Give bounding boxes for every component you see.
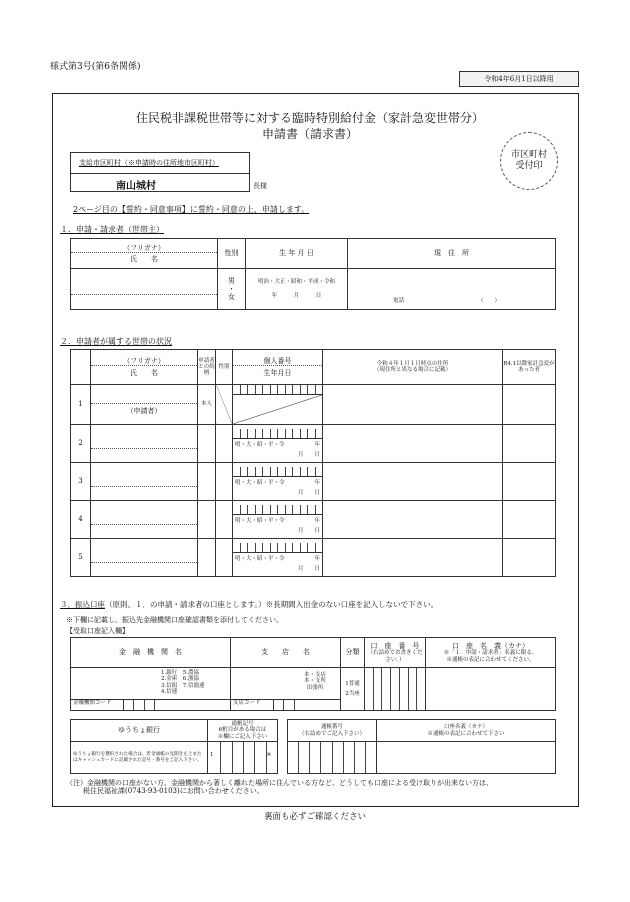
bottom-note: 裏面も必ずご確認ください	[263, 812, 366, 822]
household-table	[70, 349, 556, 577]
section3-heading: ３．振込口座	[60, 600, 105, 609]
prior-address-input[interactable]	[323, 463, 503, 501]
applicant-address-input[interactable]	[348, 269, 556, 310]
dob-header: 生 年 月 日	[246, 239, 348, 269]
row-number: 2	[71, 425, 91, 463]
form-subtitle: 申請書（請求書）	[261, 127, 358, 141]
branch-code-label: 支店コード	[233, 700, 261, 706]
section3-heading-line	[60, 601, 438, 610]
income-change-input[interactable]	[503, 501, 556, 539]
bank-name-input[interactable]	[71, 668, 231, 711]
account-holder-note2: ※通帳の表記に合わせてください。	[446, 656, 535, 663]
sex-header: 性別	[218, 239, 246, 269]
account-type-current[interactable]: 2当座	[345, 691, 360, 697]
symbol-prefix: 1	[208, 742, 221, 773]
sex-dot: ・	[228, 284, 235, 293]
municipality-suffix: 長様	[253, 182, 267, 190]
symbol-mark: ※	[266, 752, 272, 758]
bank-code-input[interactable]	[123, 700, 164, 710]
relation-header: 申請者との続柄	[198, 350, 216, 385]
footer-note-line1: （注）金融機関の口座がない方、金融機関から著しく離れた場所に住んでいる方など、どうしても口座による受け取りが出来ない方は、	[66, 779, 493, 787]
member-sex-input[interactable]	[216, 539, 233, 577]
prior-address-input[interactable]	[323, 539, 503, 577]
member-sex-input[interactable]	[216, 385, 233, 425]
income-change-input[interactable]	[503, 539, 556, 577]
income-change-input[interactable]	[503, 425, 556, 463]
passbook-symbol-header	[208, 720, 278, 742]
symbol-label1: 通帳記号	[231, 721, 254, 728]
effective-note: 令和4年6月1日以降用	[459, 71, 579, 87]
mynumber-label: 個人番号	[263, 356, 292, 365]
reception-stamp	[500, 132, 558, 190]
mynumber-input[interactable]	[233, 539, 323, 577]
account-holder-header	[426, 638, 556, 668]
bank-type-1: 1.銀行 5.農協	[161, 670, 199, 676]
passbook-number-sub: （右詰めでご記入下さい）	[298, 730, 365, 737]
member-name-input[interactable]	[91, 425, 198, 463]
bank-type-4: 4.信連	[161, 688, 178, 695]
branch-code-input[interactable]	[273, 700, 304, 710]
member-dob-md: 月 日	[297, 566, 320, 572]
mynumber-input[interactable]	[233, 463, 323, 501]
account-holder-input[interactable]	[426, 668, 556, 711]
income-change-input[interactable]	[503, 385, 556, 425]
dob-ymd: 年 月 日	[271, 293, 322, 299]
member-name-input[interactable]	[91, 463, 198, 501]
income-change-input[interactable]	[503, 463, 556, 501]
applicant-table	[70, 238, 556, 310]
footer-note	[66, 779, 571, 795]
yucho-header: ゆうちょ銀行	[71, 720, 208, 742]
member-name-input[interactable]	[91, 501, 198, 539]
branch-type-2: 本・支所	[303, 678, 326, 685]
yucho-holder-input[interactable]	[377, 742, 556, 774]
applicant-sex[interactable]	[218, 269, 246, 310]
branch-name-input[interactable]	[231, 668, 341, 711]
dob-eras: 明治・大正・昭和・平成・令和	[257, 278, 335, 285]
member-dob-md: 月 日	[297, 452, 320, 458]
prior-address-label2: （現住所と異なる場合に記載）	[373, 367, 451, 373]
member-sex-input[interactable]	[216, 501, 233, 539]
yucho-table	[70, 719, 556, 774]
member-name-input[interactable]	[91, 539, 198, 577]
prior-address-input[interactable]	[323, 501, 503, 539]
income-change-header: R4.1以降家計急変があった者	[503, 350, 556, 385]
account-number-header	[365, 638, 426, 668]
bank-code-label: 金融機関コード	[73, 700, 112, 706]
member-furigana-label: （フリガナ）	[123, 356, 165, 365]
row-number: 3	[71, 463, 91, 501]
stamp-line1: 市区町村	[510, 150, 547, 160]
account-number-sub: （右詰めでお書きください。）	[367, 650, 423, 663]
prior-address-header	[323, 350, 503, 385]
footer-note-line2: 税住民福祉課(0743-93-0103)にお問い合わせください。	[83, 787, 264, 796]
form-title: 住民税非課税世帯等に対する臨時特別給付金（家計急変世帯分）	[135, 111, 484, 125]
name-header-cell	[71, 239, 218, 269]
account-number-label: 口 座 番 号	[370, 642, 420, 651]
relation-input[interactable]	[198, 501, 216, 539]
furigana-label: （フリガナ）	[123, 243, 165, 252]
section3-heading-rest: （原則、１．の申請・請求者の口座とします。）※長期間入出金のない口座を記入しないで下さい。	[105, 600, 439, 609]
relation-input[interactable]	[198, 463, 216, 501]
row-number-header	[71, 350, 91, 385]
member-name-value: （申請者）	[91, 403, 197, 415]
relation-input[interactable]	[198, 539, 216, 577]
municipality-label: 支給市区町村（※申請時の住所地市区町村）	[79, 159, 219, 167]
relation-input[interactable]	[198, 425, 216, 463]
sex-female[interactable]: 女	[228, 293, 235, 302]
bank-type-2: 2.金庫 6.漁協	[161, 676, 199, 683]
household-row	[71, 425, 556, 463]
household-row	[71, 385, 556, 425]
household-row	[71, 539, 556, 577]
section3-note: ※下欄に記載し、振込先金融機関口座確認書類を添付してください。	[66, 616, 283, 624]
branch-type-3: 出張所	[306, 684, 324, 691]
bank-type-list	[161, 670, 205, 695]
row-number: 4	[71, 501, 91, 539]
yucho-holder-header	[377, 720, 556, 742]
bank-name-header: 金 融 機 関 名	[71, 638, 231, 668]
bank-type-3: 3.信組 7.信漁連	[161, 682, 205, 689]
name-label: 氏 名	[71, 252, 217, 263]
row-number: 1	[71, 385, 91, 425]
member-dob-year: 年	[314, 441, 320, 448]
phone-label: 電話	[393, 297, 405, 304]
household-row	[71, 501, 556, 539]
member-dob-label: 生年月日	[233, 365, 322, 377]
prior-address-label1: 令和４年１月１日時点の住所	[376, 360, 449, 367]
yucho-spacer	[278, 742, 288, 774]
branch-name-header: 支 店 名	[231, 638, 341, 668]
branch-type-1: 本・支店	[303, 672, 326, 678]
yucho-holder-label: 口座名義（カナ）	[443, 724, 488, 731]
form-number: 様式第3号(第6条関係)	[50, 62, 141, 72]
member-sex-input[interactable]	[216, 463, 233, 501]
symbol-label2: 6桁目がある場合は	[218, 727, 267, 734]
account-entry-label: 【受取口座記入欄】	[66, 627, 129, 635]
yucho-instructions: ゆうちょ銀行を選択された場合は、貯金通帳の見開き左上またはキャッシュカードに記載された記号・番号をご記入下さい。	[71, 742, 208, 774]
member-name-input[interactable]	[91, 385, 198, 425]
member-sex-header: 性別	[216, 350, 233, 385]
section2-heading: ２．申請者が属する世帯の状況	[60, 337, 172, 346]
municipality-box	[70, 152, 250, 192]
member-name-label: 氏 名	[91, 365, 197, 377]
mynumber-input[interactable]	[233, 501, 323, 539]
applicant-dob[interactable]	[246, 269, 348, 310]
account-type-header: 分類	[341, 638, 365, 668]
symbol-label3: ※欄にご記入下さい	[217, 733, 268, 740]
member-sex-input[interactable]	[216, 425, 233, 463]
relation-value[interactable]: 本人	[198, 385, 216, 425]
applicant-name-input[interactable]	[71, 269, 218, 310]
stamp-line2: 受付印	[515, 160, 543, 171]
mynumber-header	[233, 350, 323, 385]
phone-paren: （ ）	[478, 297, 501, 304]
member-dob-year: 年	[314, 479, 320, 486]
passbook-number-input[interactable]	[288, 742, 377, 774]
prior-address-input[interactable]	[323, 385, 503, 425]
member-dob-eras: 明・大・昭・平・令	[235, 441, 285, 448]
prior-address-input[interactable]	[323, 425, 503, 463]
mynumber-input[interactable]	[233, 425, 323, 463]
yucho-holder-note: ※通帳の表記に合わせて下さい	[427, 730, 505, 737]
account-number-input[interactable]	[365, 668, 426, 711]
row-number: 5	[71, 539, 91, 577]
passbook-number-header	[288, 720, 377, 742]
bank-account-table	[70, 637, 556, 711]
yucho-spacer	[278, 720, 288, 742]
account-type-ordinary[interactable]: 1普通	[345, 680, 360, 687]
section1-heading: １．申請・請求者（世帯主）	[60, 225, 164, 234]
member-name-header	[91, 350, 198, 385]
consent-line: 2ページ目の【誓約・同意事項】に誓約・同意の上、申請します。	[73, 205, 310, 214]
member-dob-year: 年	[314, 517, 320, 524]
branch-type-list	[304, 672, 326, 691]
account-holder-note1: ※「１．申請・請求者」名義に限る。	[443, 650, 538, 657]
member-dob-eras: 明・大・昭・平・令	[235, 517, 285, 524]
sex-male[interactable]: 男	[228, 276, 235, 285]
account-holder-label: 口 座 名 義（カナ）	[452, 642, 529, 651]
member-dob-md: 月 日	[297, 528, 320, 534]
member-dob-eras: 明・大・昭・平・令	[235, 479, 285, 486]
member-dob-md: 月 日	[297, 490, 320, 496]
mynumber-input[interactable]	[233, 385, 323, 425]
address-header: 現 住 所	[348, 239, 556, 269]
passbook-symbol-input[interactable]	[208, 742, 278, 774]
member-dob-eras: 明・大・昭・平・令	[235, 555, 285, 562]
passbook-number-label: 通帳番号	[320, 724, 343, 731]
member-dob-year: 年	[314, 555, 320, 562]
household-row	[71, 463, 556, 501]
municipality-name[interactable]: 南山城村	[116, 181, 156, 192]
account-type-input[interactable]	[341, 668, 365, 711]
